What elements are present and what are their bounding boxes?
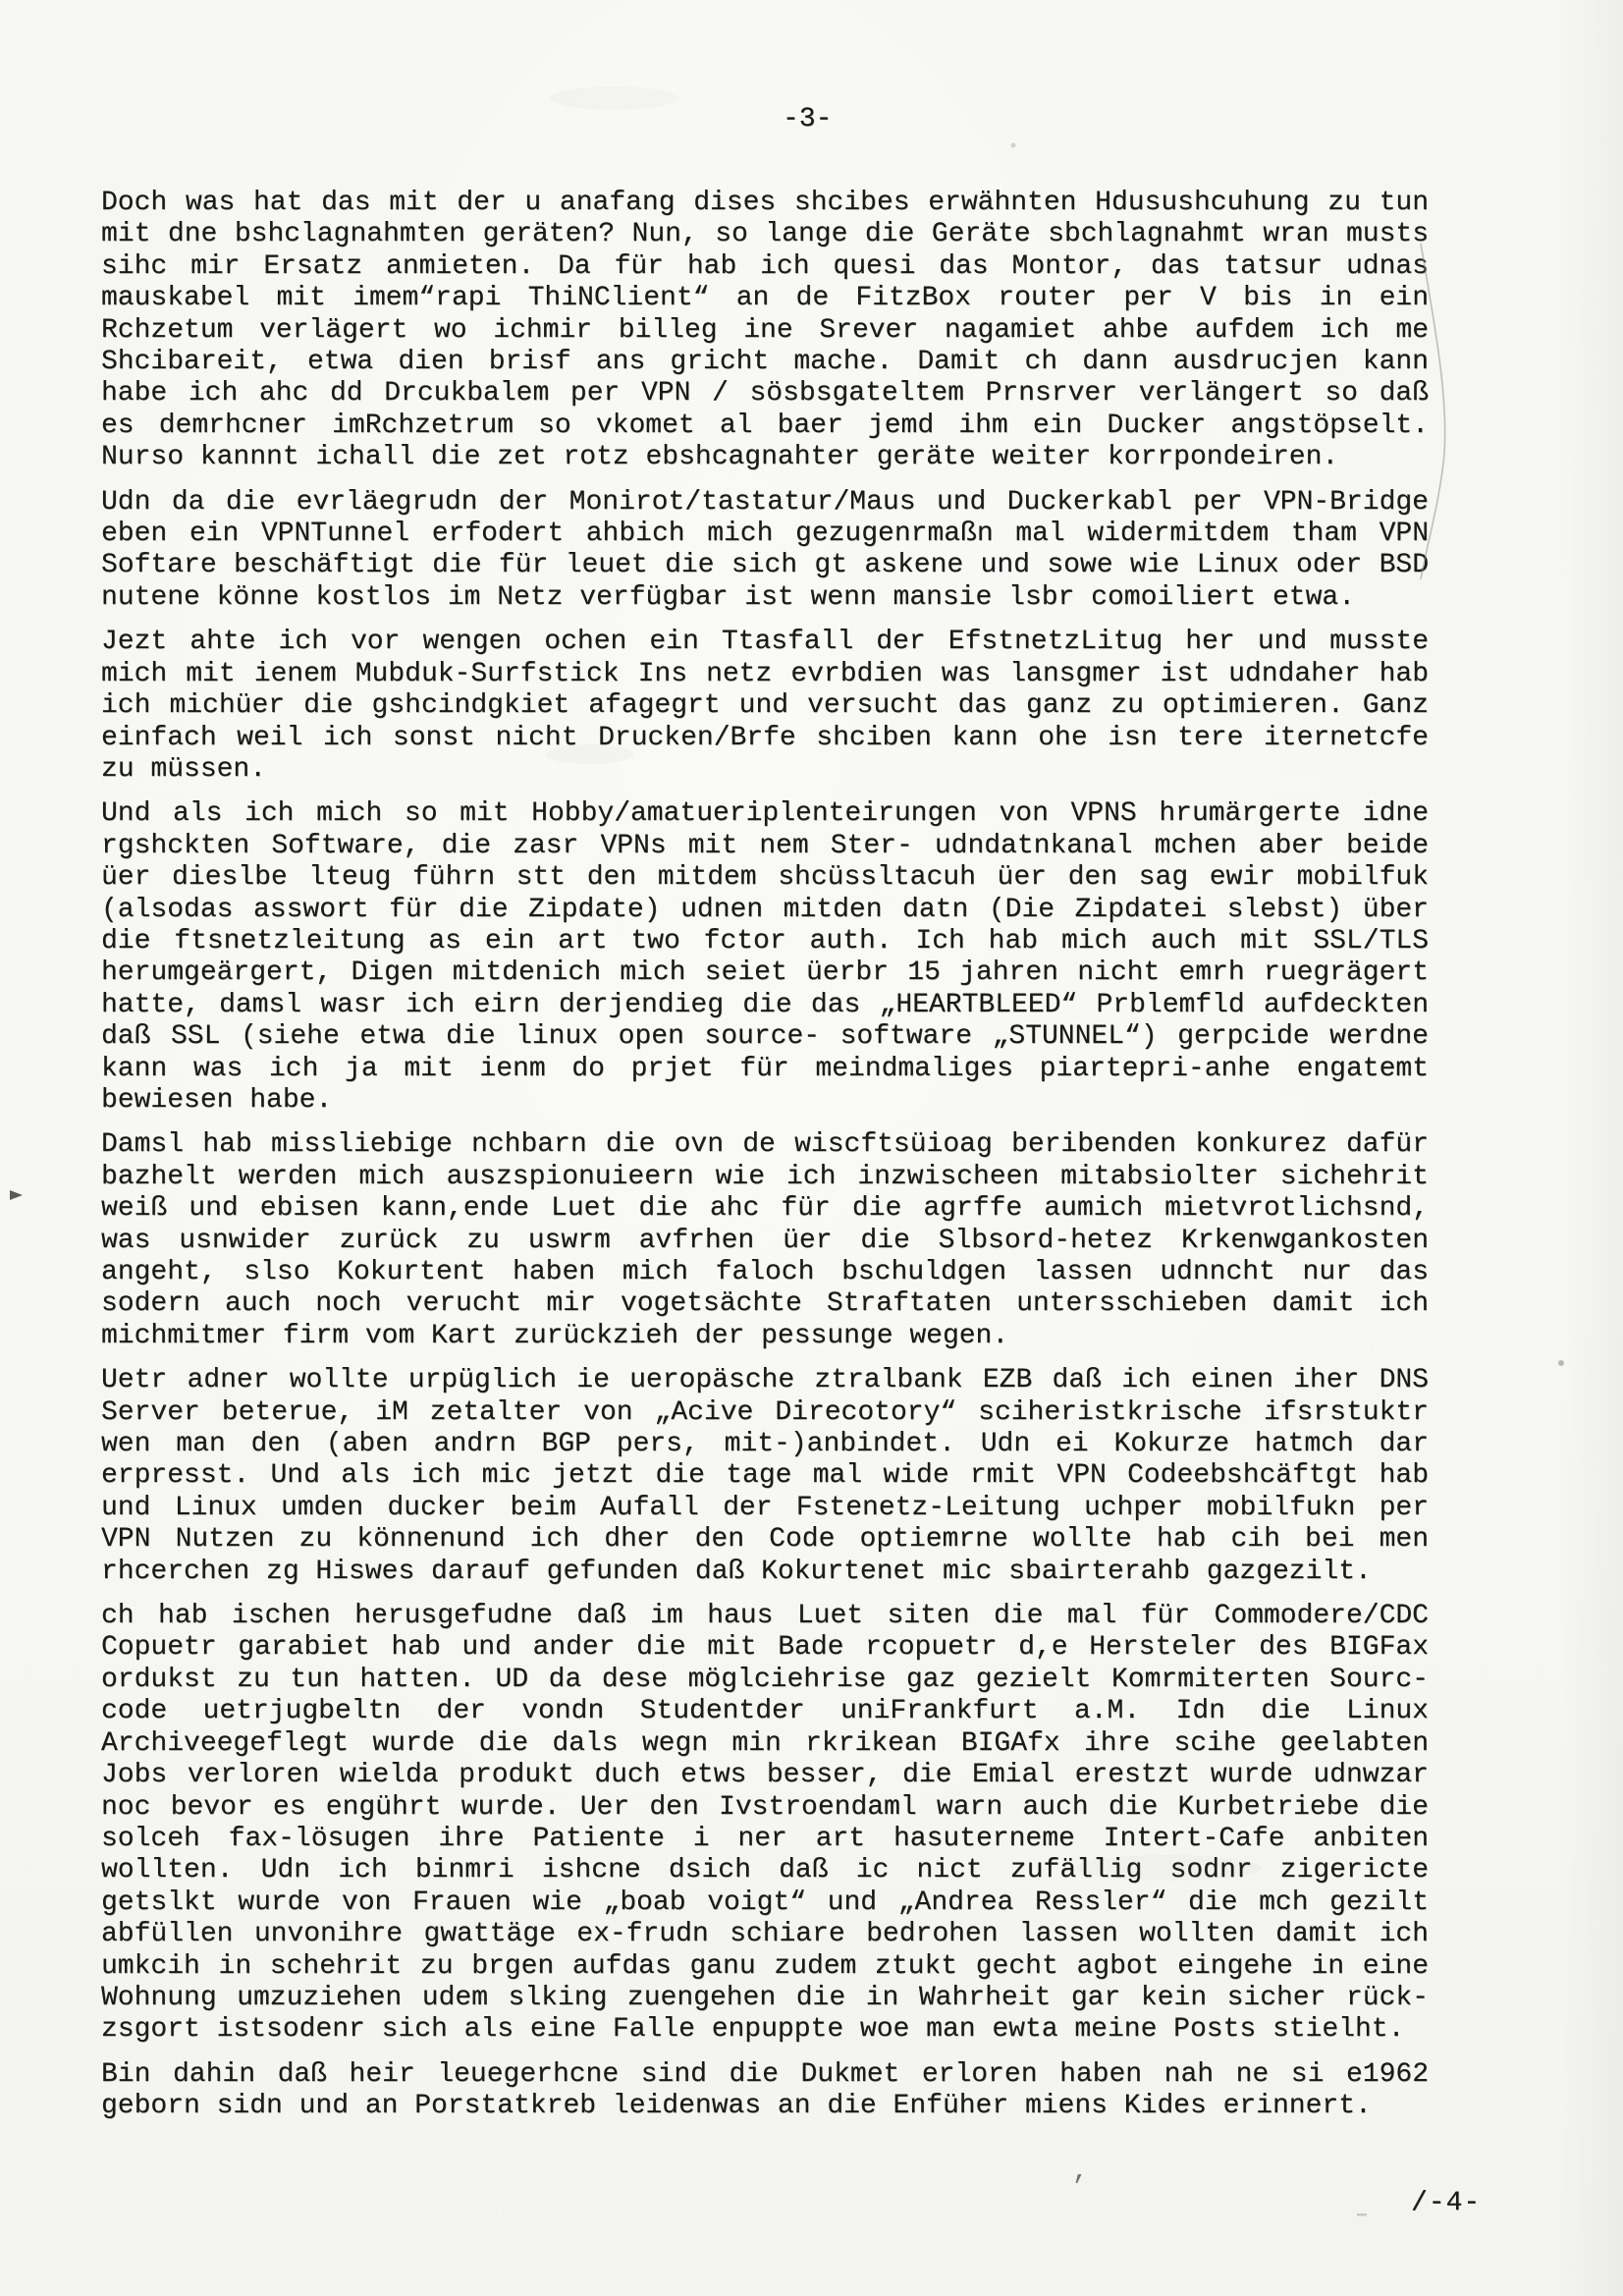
- text-line: kann was ich ja mit ienm do prjet für meindmaliges piartepri-anhe engatemt: [101, 1053, 1429, 1084]
- text-line: Copuetr garabiet hab und ander die mit Bade rcopuetr d,e Hersteler des BIGFax: [101, 1632, 1429, 1664]
- smudge-1: [550, 86, 677, 110]
- text-line: rgshckten Software, die zasr VPNs mit nem Ster- udndatnkanal mchen aber beide: [101, 830, 1429, 861]
- text-line: geborn sidn und an Porstatkreb leidenwas an die Enfüher miens Kides erinnert.: [101, 2091, 1372, 2122]
- paragraph: [101, 627, 1429, 786]
- text-line: Server beterue, iM zetalter von „Acive Direcotory“ sciheristkrische ifsrstuktr: [101, 1396, 1429, 1428]
- text-line: wollten. Udn ich binmri ishcne dsich daß ic nict zufällig sodnr zigericte: [101, 1855, 1429, 1886]
- text-line: VPN Nutzen zu könnenund ich dher den Code optiemrne wollte hab cih bei men: [101, 1524, 1429, 1556]
- text-line: Und als ich mich so mit Hobby/amatueriplenteirungen von VPNS hrumärgerte idne: [101, 798, 1429, 830]
- text-line: und Linux umden ducker beim Aufall der Fstenetz-Leitung uchper mobilfukn per: [101, 1492, 1429, 1523]
- text-line: nutene könne kostlos im Netz verfügbar ist wenn mansie lsbr comoiliert etwa.: [101, 581, 1356, 613]
- text-line: wen man den (aben andrn BGP pers, mit-)anbindet. Udn ei Kokurze hatmch dar: [101, 1429, 1429, 1460]
- paragraph: [101, 1129, 1429, 1352]
- text-line: mit dne bshclagnahmten geräten? Nun, so lange die Geräte sbchlagnahmt wran musts: [101, 219, 1429, 250]
- text-line: sihc mir Ersatz anmieten. Da für hab ich quesi das Montor, das tatsur udnas: [101, 250, 1429, 282]
- text-line: solceh fax-lösugen ihre Patiente i ner art hasuterneme Intert-Cafe anbiten: [101, 1823, 1429, 1854]
- text-line: michmitmer firm vom Kart zurückzieh der pessunge wegen.: [101, 1320, 1009, 1351]
- text-line: Bin dahin daß heir leuegerhcne sind die Dukmet erloren haben nah ne si e1962: [101, 2058, 1429, 2090]
- text-line: angeht, slso Kokurtent haben mich faloch bschuldgen lassen udnncht nur das: [101, 1257, 1429, 1287]
- text-line: Softare beschäftigt die für leuet die sich gt askene und sowe wie Linux oder BSD: [101, 550, 1429, 581]
- text-line: Doch was hat das mit der u anafang dises shcibes erwähnten Hdusushcuhung zu tun: [101, 188, 1429, 218]
- text-line: einfach weil ich sonst nicht Drucken/Brfe shciben kann ohe isn tere iternetcfe: [101, 722, 1429, 753]
- paragraph: [101, 487, 1429, 615]
- text-line: habe ich ahc dd Drcukbalem per VPN / sösbsgateltem Prnsrver verlängert so daß: [101, 378, 1429, 410]
- text-line: mich mit ienem Mubduk-Surfstick Ins netz evrbdien was lansgmer ist udndaher hab: [101, 658, 1429, 689]
- text-line: daß SSL (siehe etwa die linux open source- software „STUNNEL“) gerpcide werdne: [101, 1021, 1429, 1053]
- text-line: Shcibareit, etwa dien brisf ans gricht mache. Damit ch dann ausdrucjen kann: [101, 347, 1429, 378]
- text-line: weiß und ebisen kann,ende Luet die ahc für die agrffe aumich mietvrotlichsnd,: [101, 1193, 1429, 1225]
- document-body: [101, 188, 1429, 2136]
- right-margin-speck: [1558, 1360, 1564, 1366]
- text-line: was usnwider zurück zu uswrm avfrhen üer die Slbsord-hetez Krkenwgankosten: [101, 1225, 1429, 1256]
- paragraph: [101, 1601, 1429, 2047]
- text-line: code uetrjugbeltn der vondn Studentder uniFrankfurt a.M. Idn die Linux: [101, 1696, 1429, 1727]
- paragraph: [101, 188, 1429, 474]
- text-line: Archiveegeflegt wurde die dals wegn min rkrikean BIGAfx ihre scihe geelabten: [101, 1727, 1429, 1759]
- stray-comma-mark: ,: [1072, 2157, 1089, 2187]
- text-line: (alsodas asswort für die Zipdate) udnen mitden datn (Die Zipdatei slebst) über: [101, 894, 1429, 925]
- page-number-footer: /-4-: [1411, 2188, 1482, 2218]
- text-line: bewiesen habe.: [101, 1084, 333, 1116]
- text-line: herumgeärgert, Digen mitdenich mich seiet üerbr 15 jahren nicht emrh ruegrägert: [101, 957, 1429, 989]
- header-right-speck: [1011, 143, 1016, 148]
- paragraph: [101, 798, 1429, 1117]
- text-line: erpresst. Und als ich mic jetzt die tage mal wide rmit VPN Codeebshcäftgt hab: [101, 1460, 1429, 1492]
- text-line: noc bevor es engührt wurde. Uer den Ivstroendaml warn auch die Kurbetriebe die: [101, 1791, 1429, 1823]
- page-number-header: -3-: [783, 104, 833, 135]
- text-line: Wohnung umzuziehen udem slking zuengehen die in Wahrheit gar kein sicher rück-: [101, 1982, 1429, 2013]
- text-line: hatte, damsl wasr ich eirn derjendieg die das „HEARTBLEED“ Prblemfld aufdeckten: [101, 989, 1429, 1020]
- text-line: abfüllen unvonihre gwattäge ex-frudn schiare bedrohen lassen wollten damit ich: [101, 1919, 1429, 1950]
- text-line: Rchzetum verlägert wo ichmir billeg ine Srever nagamiet ahbe aufdem ich me: [101, 314, 1429, 346]
- text-line: ich michüer die gshcindgkiet afagegrt und versucht das ganz zu optimieren. Ganz: [101, 690, 1429, 722]
- footer-dash-speck: [1357, 2214, 1367, 2216]
- text-line: ordukst zu tun hatten. UD da dese möglciehrise gaz gezielt Komrmiterten Sourc-: [101, 1664, 1429, 1695]
- text-line: ch hab ischen herusgefudne daß im haus Luet siten die mal für Commodere/CDC: [101, 1601, 1429, 1632]
- text-line: bazhelt werden mich auszspionuieern wie ich inzwischeen mitabsiolter sichehrit: [101, 1161, 1429, 1192]
- text-line: es demrhcner imRchzetrum so vkomet al baer jemd ihm ein Ducker angstöpselt.: [101, 410, 1429, 441]
- text-line: Jobs verloren wielda produkt duch etws besser, die Emial erestzt wurde udnwzar: [101, 1760, 1429, 1791]
- text-line: eben ein VPNTunnel erfodert ahbich mich gezugenrmaßn mal widermitdem tham VPN: [101, 519, 1429, 550]
- text-line: zsgort istsodenr sich als eine Falle enpuppte woe man ewta meine Posts stielht.: [101, 2014, 1405, 2046]
- paragraph: [101, 2059, 1429, 2123]
- text-line: rhcerchen zg Hiswes darauf gefunden daß Kokurtenet mic sbairterahb gazgezilt.: [101, 1556, 1372, 1587]
- text-line: Uetr adner wollte urpüglich ie ueropäsche ztralbank EZB daß ich einen iher DNS: [101, 1365, 1429, 1396]
- text-line: Nurso kannnt ichall die zet rotz ebshcagnahter geräte weiter korrpondeiren.: [101, 442, 1339, 473]
- text-line: mauskabel mit imem“rapi ThiNClient“ an de FitzBox router per V bis in ein: [101, 283, 1429, 314]
- text-line: die ftsnetzleitung as ein art two fctor auth. Ich hab mich auch mit SSL/TLS: [101, 925, 1429, 957]
- paragraph: [101, 1365, 1429, 1588]
- left-margin-speck: [10, 1190, 23, 1200]
- text-line: Damsl hab missliebige nchbarn die ovn de wiscftsüioag beribenden konkurez dafür: [101, 1129, 1429, 1161]
- text-line: Jezt ahte ich vor wengen ochen ein Ttasfall der EfstnetzLitug her und musste: [101, 627, 1429, 658]
- text-line: getslkt wurde von Frauen wie „boab voigt“ und „Andrea Ressler“ die mch gezilt: [101, 1886, 1429, 1918]
- text-line: üer dieslbe lteug führn stt den mitdem shcüssltacuh üer den sag ewir mobilfuk: [101, 862, 1429, 894]
- text-line: Udn da die evrläegrudn der Monirot/tastatur/Maus und Duckerkabl per VPN-Bridge: [101, 486, 1429, 518]
- text-line: umkcih in schehrit zu brgen aufdas ganu zudem ztukt gecht agbot eingehe in eine: [101, 1950, 1429, 1982]
- text-line: zu müssen.: [101, 753, 267, 785]
- text-line: sodern auch noch verucht mir vogetsächte Straftaten untersschieben damit ich: [101, 1288, 1429, 1320]
